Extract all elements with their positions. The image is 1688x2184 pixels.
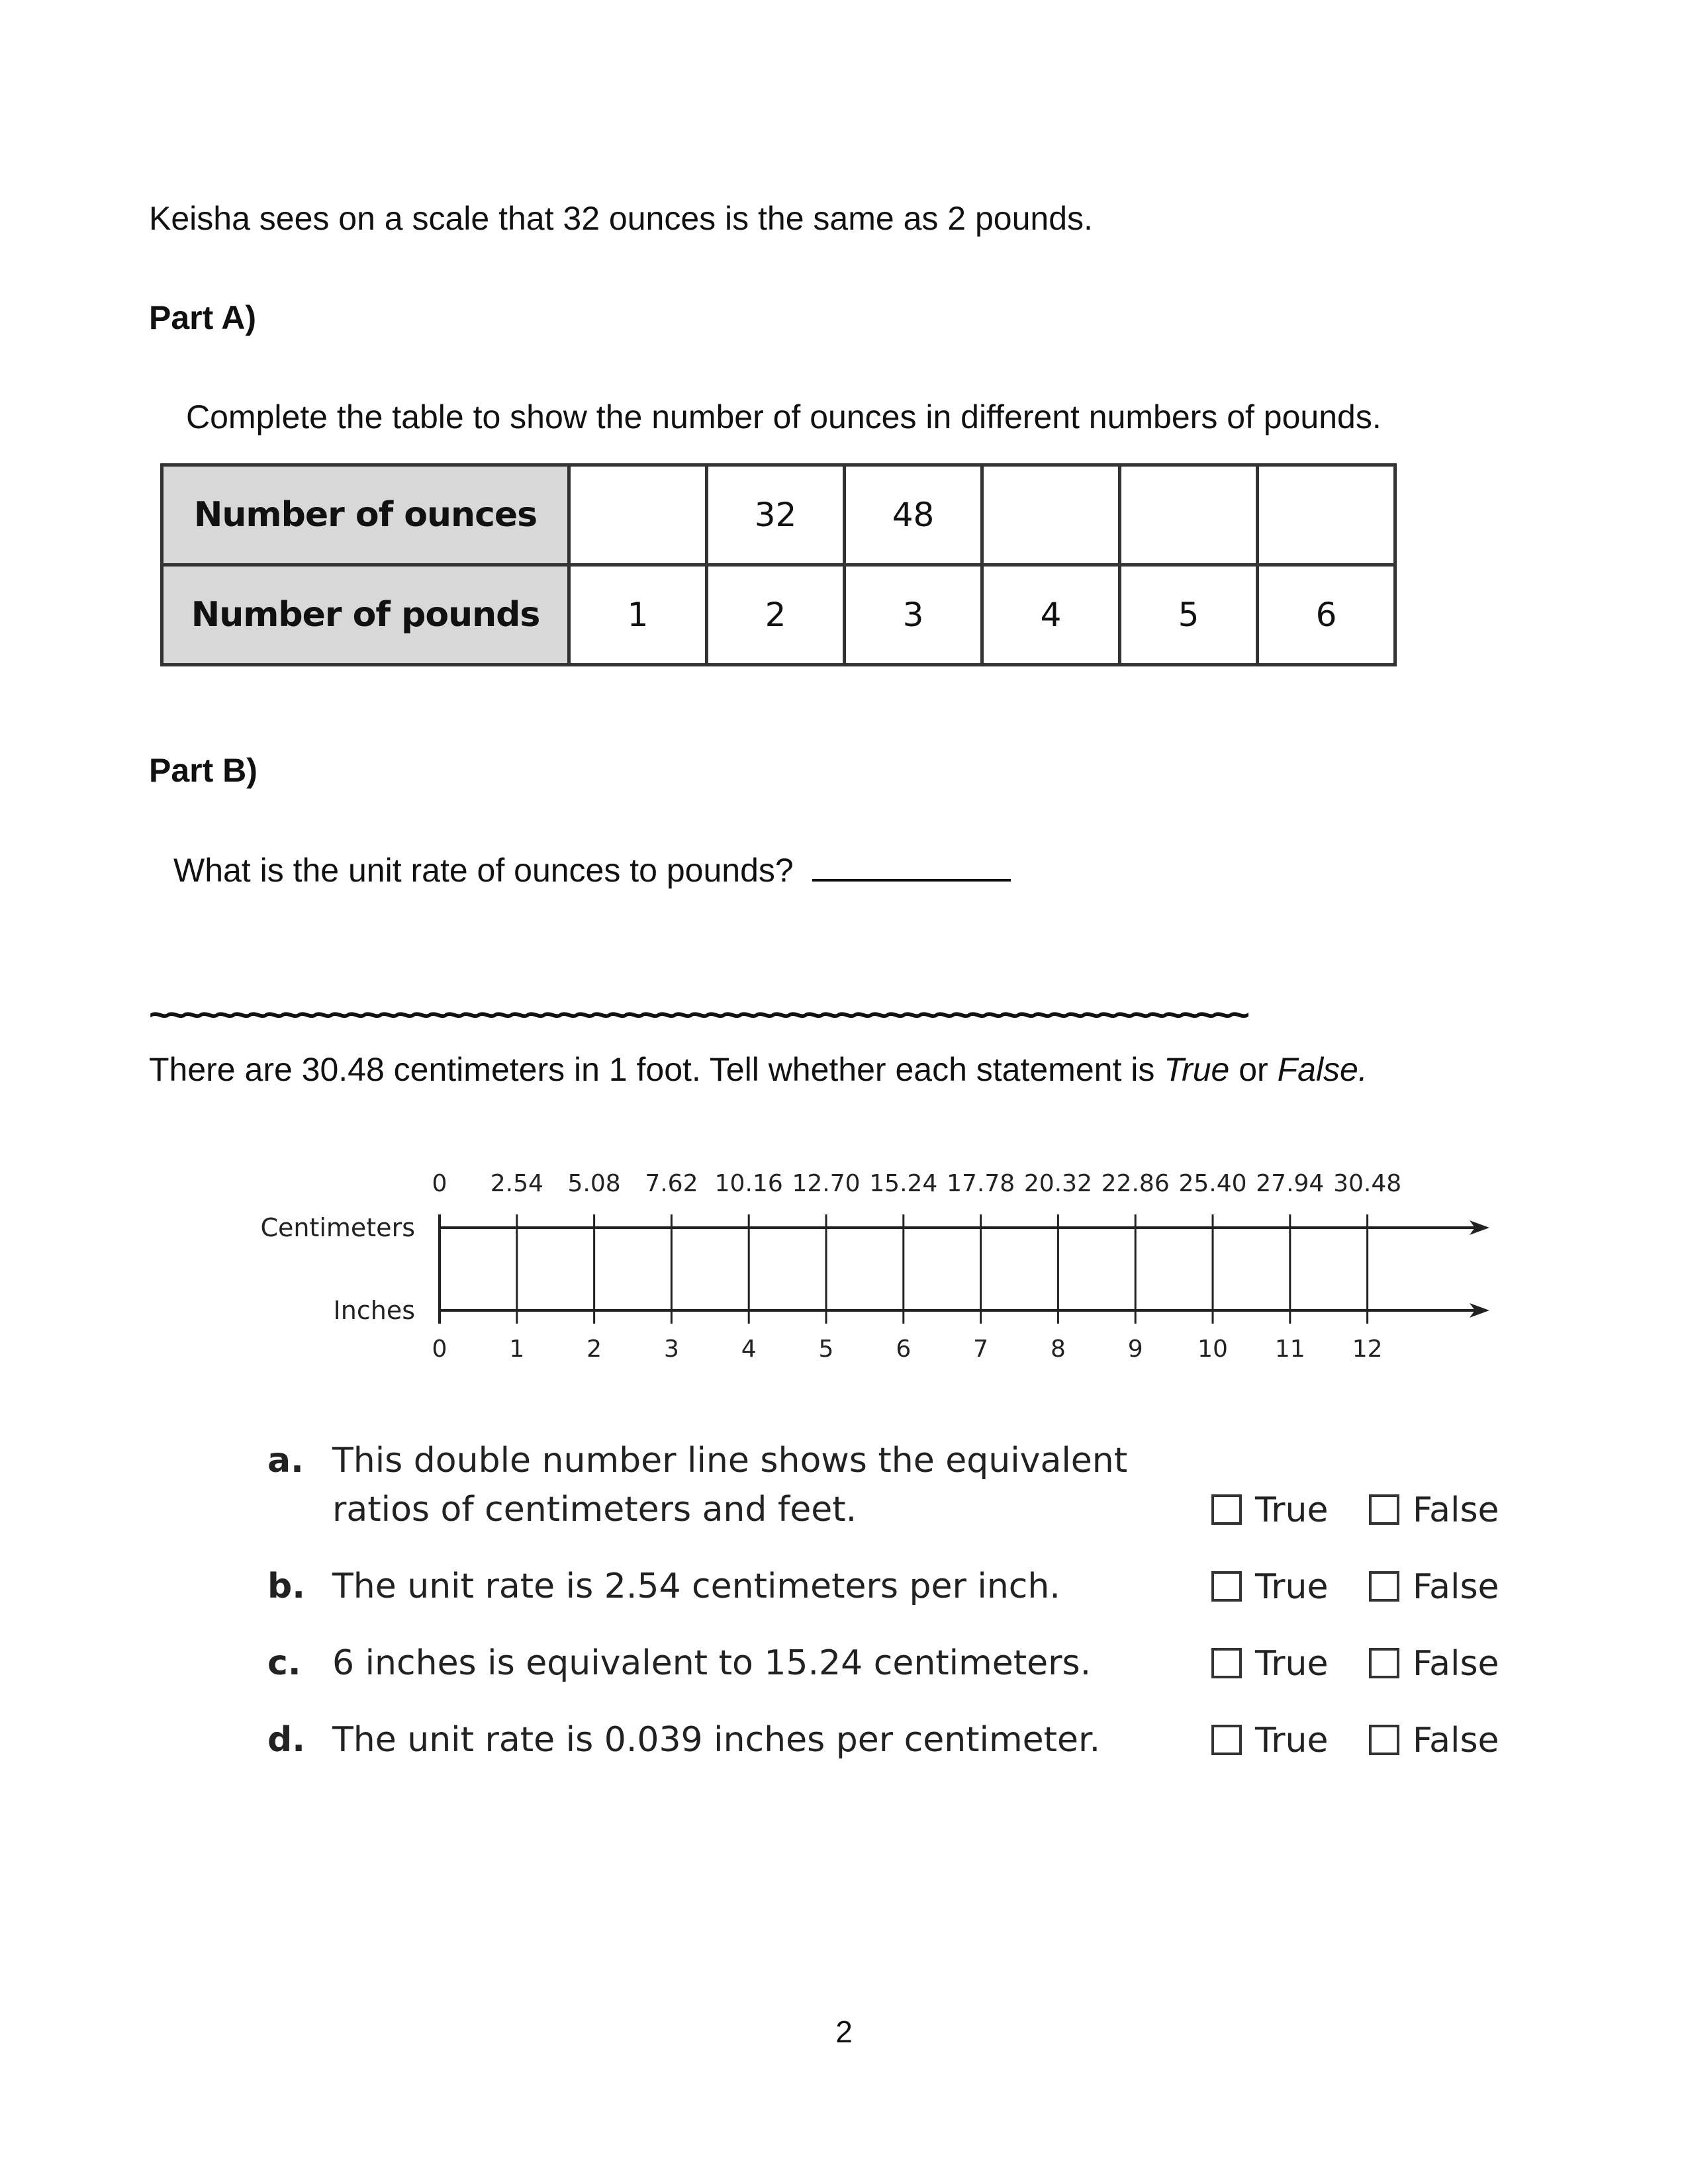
ounces-cell[interactable] bbox=[1258, 465, 1395, 565]
cm-prompt-false: False. bbox=[1277, 1051, 1368, 1088]
cm-prompt-text: There are 30.48 centimeters in 1 foot. Tell whether each statement is bbox=[149, 1051, 1164, 1088]
statement-text: The unit rate is 0.039 inches per centimeter. bbox=[332, 1720, 1101, 1760]
intro-text: Keisha sees on a scale that 32 ounces is the same as 2 pounds. bbox=[149, 200, 1093, 237]
cm-tick-label: 27.94 bbox=[1256, 1170, 1325, 1197]
checkbox[interactable] bbox=[1211, 1725, 1242, 1755]
pounds-cell: 5 bbox=[1120, 565, 1258, 665]
ounces-cell[interactable] bbox=[1120, 465, 1258, 565]
inch-tick-label: 9 bbox=[1127, 1336, 1143, 1363]
cm-prompt-true: True bbox=[1164, 1051, 1230, 1088]
true-label: True bbox=[1255, 1721, 1329, 1760]
cm-tick-label: 20.32 bbox=[1023, 1170, 1092, 1197]
inch-tick-label: 1 bbox=[509, 1336, 525, 1363]
cm-tick-label: 0 bbox=[432, 1170, 447, 1197]
pounds-row-label: Number of pounds bbox=[162, 565, 569, 665]
statement-letter: d. bbox=[267, 1720, 305, 1760]
checkbox[interactable] bbox=[1211, 1571, 1242, 1602]
cm-tick-label: 10.16 bbox=[714, 1170, 783, 1197]
cm-tick-label: 7.62 bbox=[645, 1170, 698, 1197]
ounces-row-label: Number of ounces bbox=[162, 465, 569, 565]
inch-tick-label: 8 bbox=[1050, 1336, 1066, 1363]
cm-prompt bbox=[149, 1050, 1368, 1089]
page-number: 2 bbox=[835, 2015, 853, 2049]
checkbox[interactable] bbox=[1369, 1571, 1399, 1602]
false-label: False bbox=[1413, 1721, 1499, 1760]
ounces-cell[interactable] bbox=[982, 465, 1120, 565]
cm-prompt-or: or bbox=[1229, 1051, 1278, 1088]
inch-tick-label: 2 bbox=[586, 1336, 602, 1363]
part-a-heading: Part A) bbox=[149, 299, 257, 336]
ounces-pounds-table bbox=[160, 463, 1397, 666]
checkbox[interactable] bbox=[1369, 1648, 1399, 1678]
pounds-cell: 6 bbox=[1258, 565, 1395, 665]
true-label: True bbox=[1255, 1644, 1329, 1684]
inch-tick-label: 10 bbox=[1197, 1336, 1228, 1363]
inch-tick-label: 0 bbox=[432, 1336, 447, 1363]
statement-c bbox=[267, 1639, 1128, 1688]
checkbox[interactable] bbox=[1211, 1494, 1242, 1525]
number-line-axes bbox=[260, 1213, 1489, 1325]
pounds-row bbox=[162, 565, 1395, 665]
ounces-row bbox=[162, 465, 1395, 565]
statement-letter: c. bbox=[267, 1643, 301, 1683]
cm-tick-label: 22.86 bbox=[1101, 1170, 1170, 1197]
false-label: False bbox=[1413, 1644, 1499, 1684]
statement-line: ratios of centimeters and feet. bbox=[332, 1490, 857, 1529]
statement-letter: b. bbox=[267, 1567, 305, 1606]
double-number-line bbox=[252, 1152, 1509, 1390]
true-label: True bbox=[1255, 1490, 1329, 1530]
cm-tick-label: 25.40 bbox=[1178, 1170, 1247, 1197]
inch-tick-label: 11 bbox=[1274, 1336, 1305, 1363]
checkbox[interactable] bbox=[1369, 1725, 1399, 1755]
inch-tick-label: 12 bbox=[1352, 1336, 1383, 1363]
cm-tick-label: 2.54 bbox=[490, 1170, 543, 1197]
statement-letter: a. bbox=[267, 1441, 304, 1480]
centimeters-label: Centimeters bbox=[260, 1213, 415, 1242]
true-label: True bbox=[1255, 1567, 1329, 1607]
ounces-cell[interactable] bbox=[569, 465, 707, 565]
cm-tick-label: 17.78 bbox=[947, 1170, 1015, 1197]
pounds-cell: 1 bbox=[569, 565, 707, 665]
part-b-question: What is the unit rate of ounces to pounds? bbox=[173, 852, 794, 889]
cm-tick-label: 5.08 bbox=[567, 1170, 621, 1197]
false-label: False bbox=[1413, 1567, 1499, 1607]
cm-tick-label: 15.24 bbox=[869, 1170, 938, 1197]
inches-label: Inches bbox=[333, 1296, 415, 1325]
statement-line: This double number line shows the equivalent bbox=[332, 1441, 1128, 1480]
statement-b bbox=[267, 1562, 1128, 1611]
false-label: False bbox=[1413, 1490, 1499, 1530]
inch-tick-label: 6 bbox=[896, 1336, 912, 1363]
answer-blank[interactable] bbox=[812, 850, 1011, 882]
part-b-heading: Part B) bbox=[149, 752, 258, 789]
pounds-cell: 2 bbox=[707, 565, 845, 665]
pounds-cell: 3 bbox=[845, 565, 982, 665]
checkbox[interactable] bbox=[1211, 1648, 1242, 1678]
statement-a bbox=[267, 1436, 1128, 1534]
part-b-question-line bbox=[173, 850, 1011, 890]
ounces-cell: 48 bbox=[845, 465, 982, 565]
pounds-cell: 4 bbox=[982, 565, 1120, 665]
statement-text bbox=[332, 1436, 1127, 1534]
statement-text: 6 inches is equivalent to 15.24 centimeters. bbox=[332, 1643, 1092, 1683]
inch-tick-label: 5 bbox=[818, 1336, 834, 1363]
cm-tick-label: 12.70 bbox=[792, 1170, 861, 1197]
inch-tick-label: 4 bbox=[741, 1336, 757, 1363]
part-a-instruction: Complete the table to show the number of ounces in different numbers of pounds. bbox=[186, 398, 1382, 435]
ounces-cell: 32 bbox=[707, 465, 845, 565]
statement-d bbox=[267, 1715, 1128, 1764]
checkbox[interactable] bbox=[1369, 1494, 1399, 1525]
inch-tick-label: 3 bbox=[663, 1336, 679, 1363]
inch-tick-label: 7 bbox=[973, 1336, 989, 1363]
number-line-ticks bbox=[432, 1170, 1402, 1363]
cm-tick-label: 30.48 bbox=[1333, 1170, 1402, 1197]
tilde-separator: ~~~~~~~~~~~~~~~~~~~~~~~~~~~~~~~~~~~~~~~~~~~~~~~~~~~~~~~~~~~~~~~~~~~ bbox=[149, 993, 1245, 1035]
statement-text: The unit rate is 2.54 centimeters per inch. bbox=[332, 1567, 1060, 1606]
